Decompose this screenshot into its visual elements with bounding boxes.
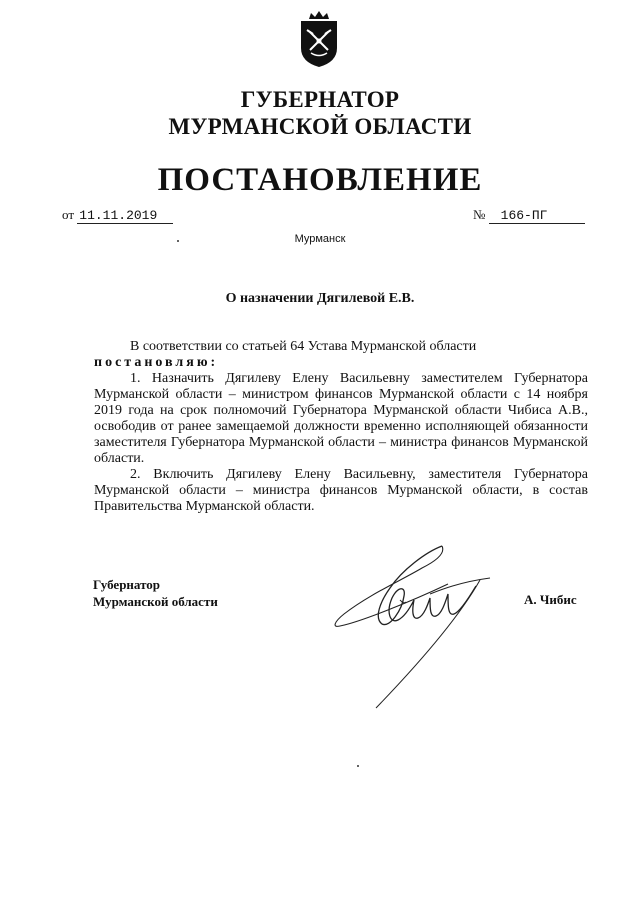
- coat-of-arms-icon: [297, 10, 341, 68]
- signer-title-line-1: Губернатор: [93, 577, 161, 592]
- date-prefix: от: [62, 207, 75, 222]
- handwritten-signature: [330, 540, 510, 715]
- signer-title: [93, 576, 218, 610]
- scan-speck: [357, 765, 359, 767]
- decree-word: постановляю:: [94, 355, 219, 370]
- date-value: 11.11.2019: [77, 208, 173, 224]
- document-number-field: [473, 207, 585, 224]
- issuer-line-2: МУРМАНСКОЙ ОБЛАСТИ: [168, 114, 472, 139]
- body-item-1: 1. Назначить Дягилеву Елену Васильевну заместителем Губернатора Мурманской области – министром финансов Мурманской области с 14 ноября 2019 года на срок полномочий Губернатора Мурманской области Чибиса А.В., освободив от ранее замещаемой должности временно исполняющей обязанности заместителя Губернатора Мурманской области – министра финансов Мурманской области.: [94, 371, 588, 466]
- city-label: Мурманск: [294, 233, 346, 245]
- issuer-line-1: ГУБЕРНАТОР: [240, 87, 400, 112]
- number-prefix: №: [473, 207, 486, 222]
- document-type-title: ПОСТАНОВЛЕНИЕ: [157, 162, 483, 198]
- signer-name: А. Чибис: [524, 592, 577, 607]
- issuer-heading: [0, 86, 640, 140]
- body-item-2: 2. Включить Дягилеву Елену Васильевну, заместителя Губернатора Мурманской области – министра финансов Мурманской области, в состав Правительства Мурманской области.: [94, 467, 588, 514]
- signer-title-line-2: Мурманской области: [93, 594, 218, 609]
- body-intro: В соответствии со статьей 64 Устава Мурманской области: [130, 339, 477, 354]
- number-value: 166-ПГ: [489, 208, 585, 224]
- date-field: [62, 207, 173, 224]
- scan-speck: [177, 240, 179, 242]
- document-subject: О назначении Дягилевой Е.В.: [225, 291, 415, 306]
- document-body: [94, 339, 588, 515]
